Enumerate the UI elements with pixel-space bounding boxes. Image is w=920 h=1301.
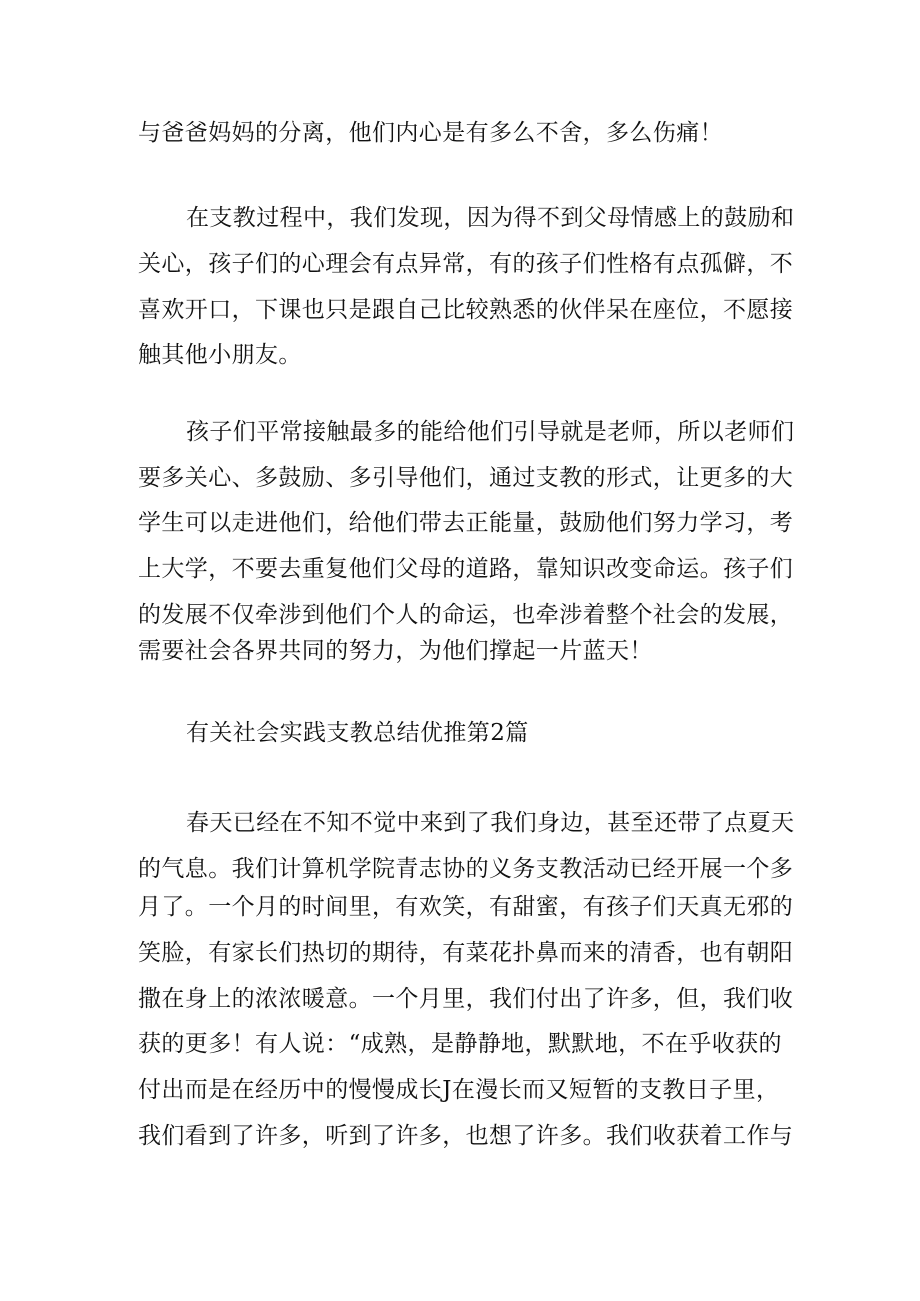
text-line: 孩子们平常接触最多的能给他们引导就是老师，所以老师们 <box>186 419 795 445</box>
text-line: 喜欢开口，下课也只是跟自己比较熟悉的伙伴呆在座位，不愿接 <box>138 297 794 323</box>
text-line: 学生可以走进他们，给他们带去正能量，鼓励他们努力学习，考 <box>138 510 794 536</box>
text-line: 的气息。我们计算机学院青志协的义务支教活动已经开展一个多 <box>138 856 794 882</box>
text-line: 在支教过程中，我们发现，因为得不到父母情感上的鼓励和 <box>186 205 795 231</box>
text-line: 的发展不仅牵涉到他们个人的命运，也牵涉着整个社会的发展， <box>138 602 794 628</box>
section-heading: 有关社会实践支教总结优推第2篇 <box>186 720 529 746</box>
text-line: 需要社会各界共同的努力，为他们撑起一片蓝天！ <box>138 638 653 664</box>
text-line: 触其他小朋友。 <box>138 342 302 368</box>
text-line: 与爸爸妈妈的分离，他们内心是有多么不舍，多么伤痛！ <box>138 120 723 146</box>
text-line: 要多关心、多鼓励、多引导他们，通过支教的形式，让更多的大 <box>138 465 794 491</box>
text-line: 月了。一个月的时间里，有欢笑，有甜蜜，有孩子们天真无邪的 <box>138 894 794 920</box>
text-line: 付出而是在经历中的慢慢成长J在漫长而又短暂的支教日子里， <box>138 1077 780 1103</box>
text-line: 获的更多！有人说：“成熟，是静静地，默默地，不在乎收获的 <box>138 1031 782 1057</box>
text-line: 上大学，不要去重复他们父母的道路，靠知识改变命运。孩子们 <box>138 556 794 582</box>
text-line: 我们看到了许多，听到了许多，也想了许多。我们收获着工作与 <box>138 1123 794 1149</box>
text-line: 撒在身上的浓浓暖意。一个月里，我们付出了许多，但，我们收 <box>138 986 794 1012</box>
text-line: 笑脸，有家长们热切的期待，有菜花扑鼻而来的清香，也有朝阳 <box>138 940 794 966</box>
text-line: 关心，孩子们的心理会有点异常，有的孩子们性格有点孤僻，不 <box>138 251 794 277</box>
text-line: 春天已经在不知不觉中来到了我们身边，甚至还带了点夏天 <box>186 810 795 836</box>
